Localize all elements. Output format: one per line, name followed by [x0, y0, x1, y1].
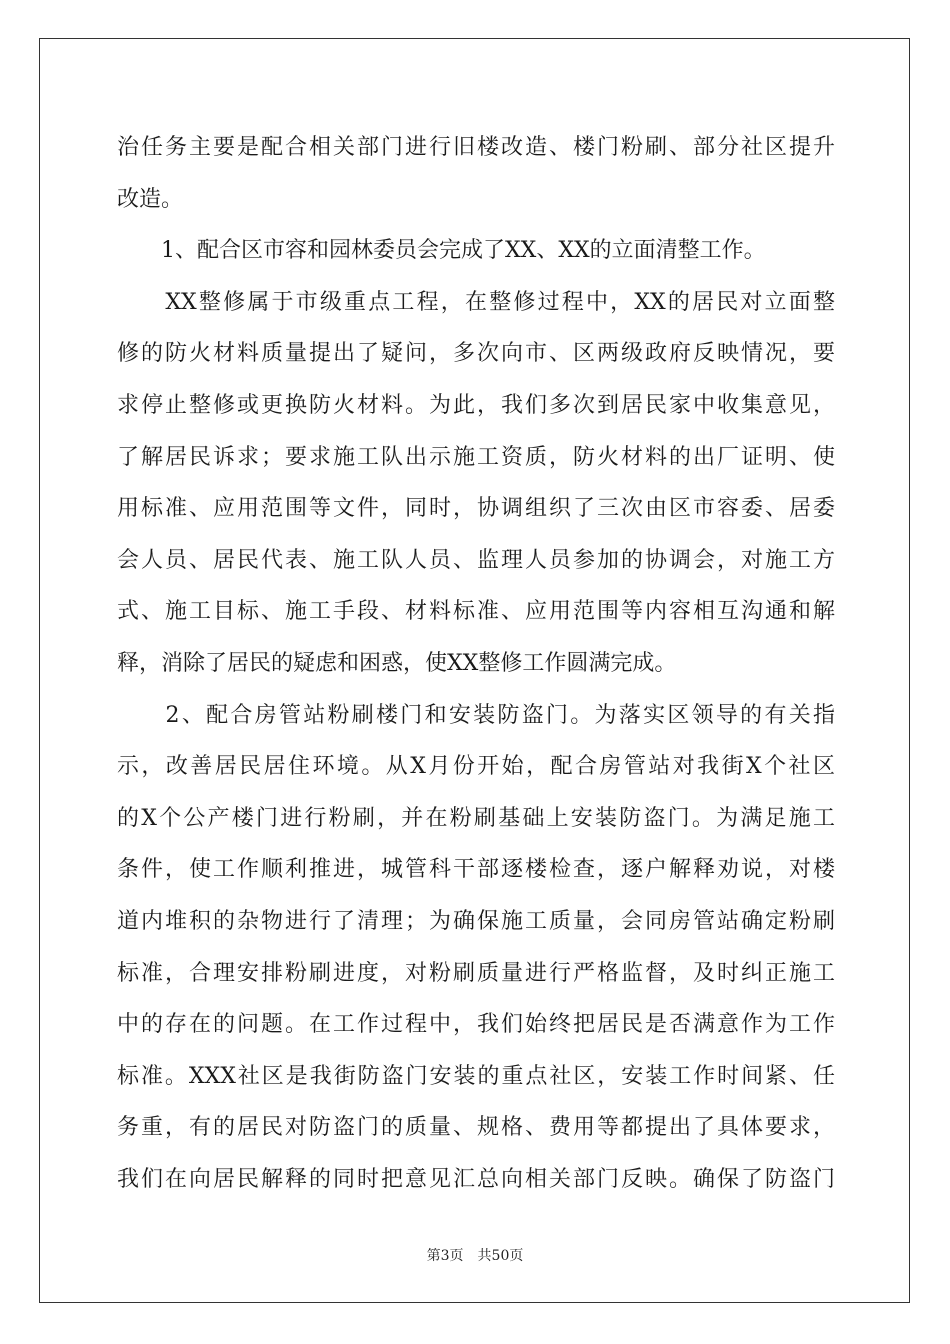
text-line: 标准，合理安排粉刷进度，对粉刷质量进行严格监督，及时纠正施工: [117, 960, 835, 986]
text-line: XX整修属于市级重点工程，在整修过程中，XX的居民对立面整: [117, 289, 835, 315]
text-line: 标准。XXX社区是我街防盗门安装的重点社区，安装工作时间紧、任: [117, 1063, 835, 1089]
text-line: 1、配合区市容和园林委员会完成了XX、XX的立面清整工作。: [117, 238, 766, 264]
text-line: 条件，使工作顺利推进，城管科干部逐楼检查，逐户解释劝说，对楼: [117, 857, 835, 883]
text-line: 式、施工目标、施工手段、材料标准、应用范围等内容相互沟通和解: [117, 599, 835, 625]
text-line: 治任务主要是配合相关部门进行旧楼改造、楼门粉刷、部分社区提升: [117, 135, 835, 160]
text-line: 改造。: [117, 186, 184, 212]
text-line: 用标准、应用范围等文件，同时，协调组织了三次由区市容委、居委: [117, 496, 835, 522]
page-number-footer: 第3页 共50页: [426, 1248, 524, 1264]
text-line: 2、配合房管站粉刷楼门和安装防盗门。为落实区领导的有关指: [117, 702, 835, 728]
document-body: [117, 122, 835, 1205]
text-line: 了解居民诉求；要求施工队出示施工资质，防火材料的出厂证明、使: [117, 444, 835, 470]
text-line: 释，消除了居民的疑虑和困惑，使XX整修工作圆满完成。: [117, 650, 677, 676]
text-line: 会人员、居民代表、施工队人员、监理人员参加的协调会，对施工方: [117, 547, 835, 573]
text-line: 中的存在的问题。在工作过程中，我们始终把居民是否满意作为工作: [117, 1012, 835, 1038]
text-line: 道内堆积的杂物进行了清理；为确保施工质量，会同房管站确定粉刷: [117, 908, 835, 934]
text-line: 求停止整修或更换防火材料。为此，我们多次到居民家中收集意见，: [117, 392, 835, 418]
text-line: 的X个公产楼门进行粉刷，并在粉刷基础上安装防盗门。为满足施工: [117, 805, 835, 831]
text-line: 修的防火材料质量提出了疑问，多次向市、区两级政府反映情况，要: [117, 341, 835, 367]
text-line: 务重，有的居民对防盗门的质量、规格、费用等都提出了具体要求，: [117, 1115, 835, 1141]
text-line: 我们在向居民解释的同时把意见汇总向相关部门反映。确保了防盗门: [117, 1166, 835, 1192]
text-line: 示，改善居民居住环境。从X月份开始，配合房管站对我街X个社区: [117, 754, 835, 780]
